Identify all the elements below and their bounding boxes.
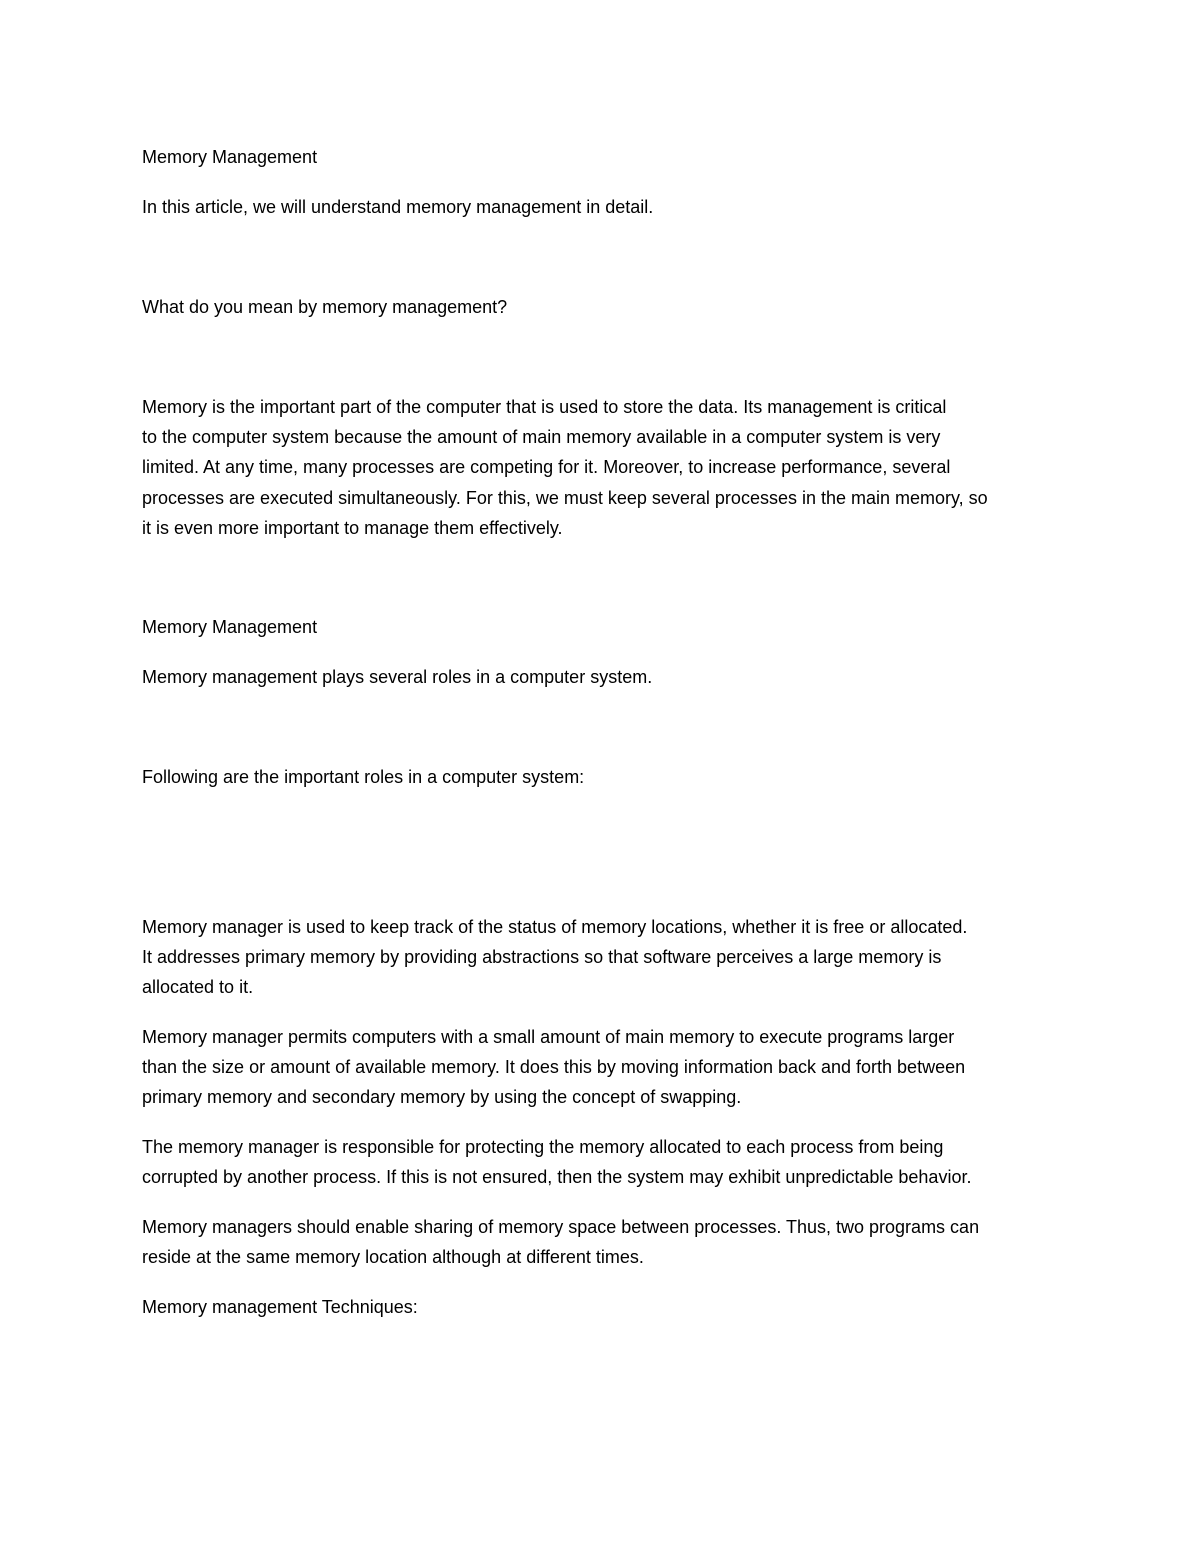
paragraph1-line-4: processes are executed simultaneously. For this, we must keep several processes in the main memory, so [142, 487, 988, 508]
role3-line-1: The memory manager is responsible for protecting the memory allocated to each process from being [142, 1137, 944, 1157]
question-text: What do you mean by memory management? [142, 297, 508, 317]
role2-line-3: primary memory and secondary memory by using the concept of swapping. [142, 1087, 742, 1108]
paragraph-memory-importance [142, 392, 1072, 543]
techniques-heading [142, 1292, 1072, 1322]
role3-line-2: corrupted by another process. If this is not ensured, then the system may exhibit unpredictable behavior. [142, 1167, 972, 1188]
roles-list-intro-text: Following are the important roles in a computer system: [142, 767, 585, 787]
role-paragraph-sharing [142, 1212, 1072, 1272]
role1-line-3: allocated to it. [142, 977, 254, 998]
role1-line-2: It addresses primary memory by providing abstractions so that software perceives a large memory is [142, 947, 942, 968]
role2-line-1: Memory manager permits computers with a small amount of main memory to execute programs larger [142, 1027, 955, 1047]
roles-intro-text: Memory management plays several roles in a computer system. [142, 667, 653, 687]
roles-intro-paragraph [142, 662, 1072, 692]
role2-line-2: than the size or amount of available memory. It does this by moving information back and forth between [142, 1057, 966, 1078]
techniques-heading-text: Memory management Techniques: [142, 1297, 418, 1317]
document-title [142, 142, 1072, 172]
heading2-text: Memory Management [142, 617, 318, 637]
role-paragraph-swapping [142, 1022, 1072, 1113]
paragraph1-line-3: limited. At any time, many processes are competing for it. Moreover, to increase performance, several [142, 457, 951, 478]
paragraph1-line-2: to the computer system because the amount of main memory available in a computer system is very [142, 427, 941, 448]
role4-line-1: Memory managers should enable sharing of memory space between processes. Thus, two programs can [142, 1217, 980, 1237]
roles-list-intro-paragraph [142, 762, 1072, 792]
role1-line-1: Memory manager is used to keep track of the status of memory locations, whether it is free or allocated. [142, 917, 968, 937]
intro-text: In this article, we will understand memory management in detail. [142, 197, 654, 217]
intro-paragraph [142, 192, 1072, 222]
paragraph1-line-5: it is even more important to manage them effectively. [142, 517, 563, 538]
role-paragraph-tracking [142, 912, 1072, 1003]
document-title-text: Memory Management [142, 147, 318, 167]
paragraph1-line-1: Memory is the important part of the computer that is used to store the data. Its management is critical [142, 397, 947, 417]
role-paragraph-protection [142, 1132, 1072, 1192]
role4-line-2: reside at the same memory location although at different times. [142, 1247, 644, 1268]
section-heading-memory-management [142, 612, 1072, 642]
question-heading [142, 292, 1072, 322]
